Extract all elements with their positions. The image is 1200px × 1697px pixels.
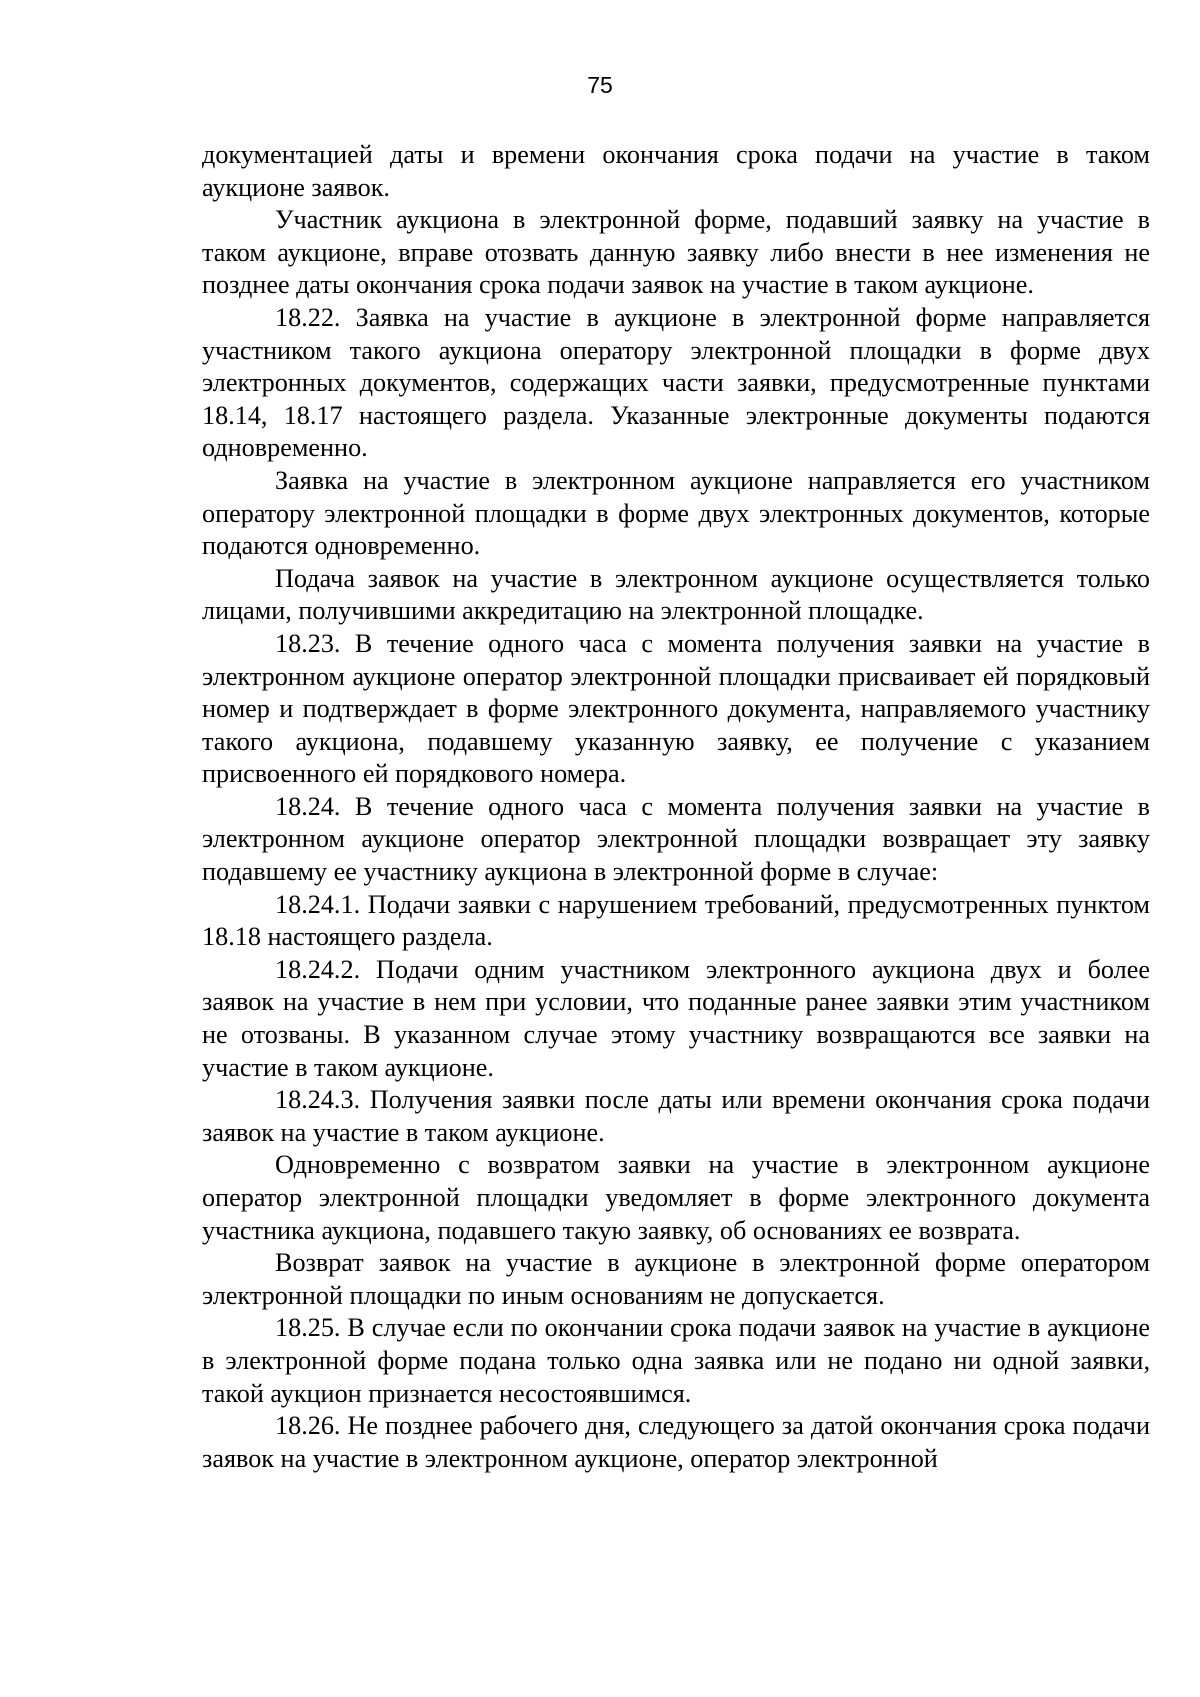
- paragraph: Подача заявок на участие в электронном аукционе осуществляется только лицами, получившими аккредитацию на электронной площадке.: [202, 563, 1150, 626]
- paragraph: Заявка на участие в электронном аукционе направляется его участником оператору электронной площадки в форме двух электронных документов, которые подаются одновременно.: [202, 465, 1150, 561]
- paragraph: документацией даты и времени окончания срока подачи на участие в таком аукционе заявок.: [202, 140, 1150, 202]
- paragraph: Участник аукциона в электронной форме, подавший заявку на участие в таком аукционе, вправе отозвать данную заявку либо внести в нее изменения не позднее даты окончания срока подачи заявок на участие в таком аукционе.: [202, 205, 1150, 300]
- paragraph: 18.24. В течение одного часа с момента получения заявки на участие в электронном аукционе оператор электронной площадки возвращает эту заявку подавшему ее участнику аукциона в электронной форме в случае:: [202, 791, 1150, 887]
- paragraph: 18.23. В течение одного часа с момента получения заявки на участие в электронном аукционе оператор электронной площадки присваивает ей порядковый номер и подтверждает в форме электронного документа, направляемого участнику такого аукциона, подавшему указанную заявку, ее получение с указанием присвоенного ей порядкового номера.: [202, 628, 1150, 789]
- page-number: 75: [587, 72, 613, 98]
- document-body: [202, 139, 1150, 1475]
- paragraph-continued: 18.26. Не позднее рабочего дня, следующего за датой окончания срока подачи заявок на участие в электронном аукционе, оператор электронной: [202, 1411, 1150, 1473]
- paragraph: 18.24.1. Подачи заявки с нарушением требований, предусмотренных пунктом 18.18 настоящего раздела.: [202, 889, 1150, 952]
- paragraph: 18.25. В случае если по окончании срока подачи заявок на участие в аукционе в электронной форме подана только одна заявка или не подано ни одной заявки, такой аукцион признается несостоявшимся.: [202, 1313, 1150, 1408]
- paragraph: 18.22. Заявка на участие в аукционе в электронной форме направляется участником такого аукциона оператору электронной площадки в форме двух электронных документов, содержащих части заявки, предусмотренные пунктами 18.14, 18.17 настоящего раздела. Указанные электронные документы подаются одновременно.: [202, 302, 1150, 463]
- paragraph: 18.24.3. Получения заявки после даты или времени окончания срока подачи заявок на участие в таком аукционе.: [202, 1085, 1150, 1147]
- paragraph: Возврат заявок на участие в аукционе в электронной форме оператором электронной площадки по иным основаниям не допускается.: [202, 1248, 1150, 1310]
- paragraph: 18.24.2. Подачи одним участником электронного аукциона двух и более заявок на участие в нем при условии, что поданные ранее заявки этим участником не отозваны. В указанном случае этому участнику возвращаются все заявки на участие в таком аукционе.: [202, 954, 1150, 1082]
- paragraph: Одновременно с возвратом заявки на участие в электронном аукционе оператор электронной площадки уведомляет в форме электронного документа участника аукциона, подавшего такую заявку, об основаниях ее возврата.: [202, 1150, 1150, 1245]
